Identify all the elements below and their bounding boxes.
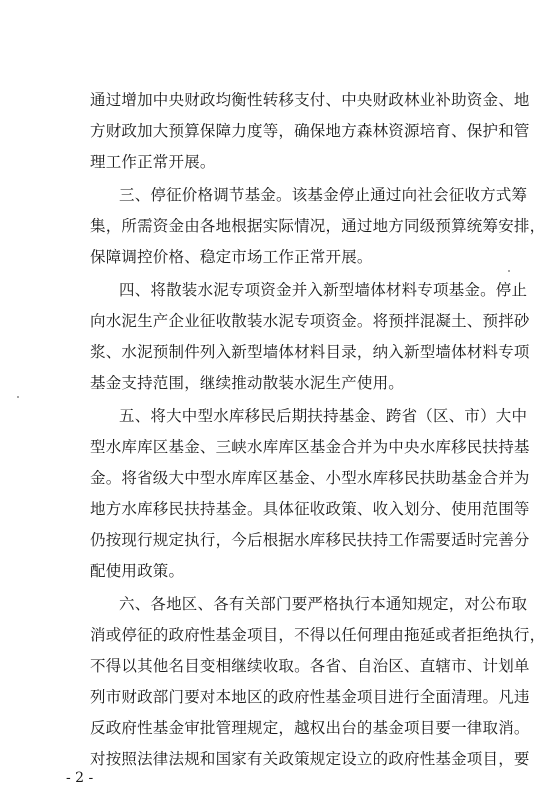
text-line: 基金支持范围，继续推动散装水泥生产使用。 <box>90 374 405 392</box>
text-line: 浆、水泥预制件列入新型墙体材料目录，纳入新型墙体材料专项 <box>90 343 530 361</box>
text-line: 消或停征的政府性基金项目，不得以任何理由拖延或者拒绝执行， <box>90 626 546 644</box>
text-line: 四、将散装水泥专项资金并入新型墙体材料专项基金。停止 <box>119 281 528 299</box>
text-line: 配使用政策。 <box>90 562 185 580</box>
text-line: 反政府性基金审批管理规定，越权出台的基金项目要一律取消。 <box>90 719 530 737</box>
text-line: 通过增加中央财政均衡性转移支付、中央财政林业补助资金、地 <box>90 91 530 109</box>
page-number: - 2 - <box>66 770 94 786</box>
text-line: 仍按现行规定执行，今后根据水库移民扶持工作需要适时完善分 <box>90 531 530 549</box>
text-line: 型水库库区基金、三峡水库库区基金合并为中央水库移民扶持基 <box>90 438 530 456</box>
text-line: 方财政加大预算保障力度等，确保地方森林资源培育、保护和管 <box>90 122 530 140</box>
text-line: 六、各地区、各有关部门要严格执行本通知规定，对公布取 <box>119 595 528 613</box>
text-line: 五、将大中型水库移民后期扶持基金、跨省（区、市）大中 <box>119 407 528 425</box>
text-line: 金。将省级大中型水库库区基金、小型水库移民扶助基金合并为 <box>90 469 530 487</box>
text-line: 集，所需资金由各地根据实际情况，通过地方同级预算统筹安排， <box>90 217 546 235</box>
scan-speck <box>508 270 510 272</box>
text-line: 向水泥生产企业征收散装水泥专项资金。将预拌混凝土、预拌砂 <box>90 312 530 330</box>
scan-speck <box>17 396 19 398</box>
text-line: 不得以其他名目变相继续收取。各省、自治区、直辖市、计划单 <box>90 657 530 675</box>
text-line: 保障调控价格、稳定市场工作正常开展。 <box>90 248 373 266</box>
text-line: 列市财政部门要对本地区的政府性基金项目进行全面清理。凡违 <box>90 688 530 706</box>
text-line: 理工作正常开展。 <box>90 153 216 171</box>
text-line: 对按照法律法规和国家有关政策规定设立的政府性基金项目，要 <box>90 750 530 768</box>
text-line: 地方水库移民扶持基金。具体征收政策、收入划分、使用范围等 <box>90 500 530 518</box>
text-line: 三、停征价格调节基金。该基金停止通过向社会征收方式筹 <box>119 186 528 204</box>
